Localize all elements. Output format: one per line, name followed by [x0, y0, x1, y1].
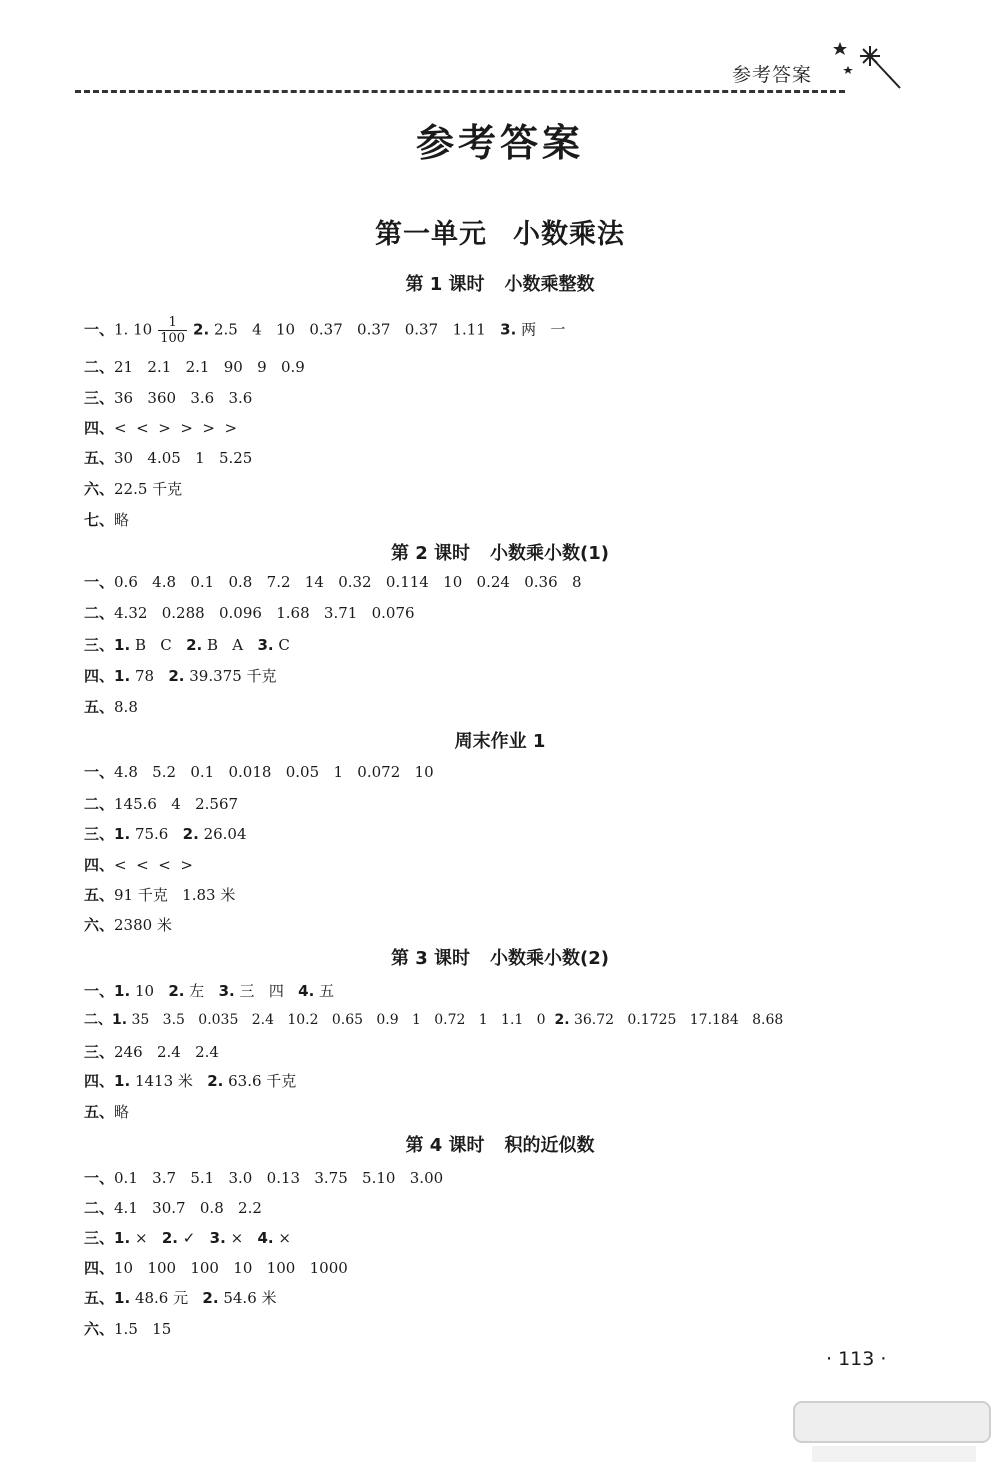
answer-line: 二、21 2.1 2.1 90 9 0.9 [84, 358, 305, 376]
answer-line: 四、< < > > > > [84, 419, 238, 437]
page-title: 参考答案 [415, 121, 584, 165]
answer-line: 五、略 [84, 1103, 130, 1121]
answer-line: 二、145.6 4 2.567 [84, 795, 239, 813]
answer-line: 三、1. B C 2. B A 3. C [84, 636, 290, 654]
answer-line: 六、1.5 15 [84, 1320, 172, 1338]
section-heading: 第 1 课时 小数乘整数 [405, 274, 595, 295]
answer-line: 三、36 360 3.6 3.6 [84, 389, 253, 407]
answer-line: 一、0.1 3.7 5.1 3.0 0.13 3.75 5.10 3.00 [84, 1169, 444, 1187]
section-heading: 周末作业 1 [454, 731, 546, 752]
header-label: 参考答案 [732, 64, 813, 86]
section-heading: 第 2 课时 小数乘小数(1) [390, 543, 610, 564]
answer-line: 三、1. × 2. ✓ 3. × 4. × [84, 1229, 291, 1247]
answer-line: 三、246 2.4 2.4 [84, 1043, 219, 1061]
section-heading: 第 3 课时 小数乘小数(2) [390, 948, 610, 969]
answer-line: 六、22.5 千克 [84, 480, 183, 498]
answer-line: 一、1. 10 2. 左 3. 三 四 4. 五 [84, 982, 335, 1000]
watermark-logo [792, 1400, 992, 1466]
header-divider [75, 90, 845, 93]
answer-line: 六、2380 米 [84, 916, 172, 934]
answer-line: 五、1. 48.6 元 2. 54.6 米 [84, 1289, 277, 1307]
fraction: $\frac{1}{100}$ [160, 315, 186, 346]
section-heading: 第 4 课时 积的近似数 [405, 1135, 595, 1156]
answer-line: 四、10 100 100 10 100 1000 [84, 1259, 348, 1277]
answer-line: 五、91 千克 1.83 米 [84, 886, 236, 904]
answer-line: 四、1. 78 2. 39.375 千克 [84, 667, 277, 685]
answer-line: 二、4.1 30.7 0.8 2.2 [84, 1199, 262, 1217]
answer-line: 四、1. 1413 米 2. 63.6 千克 [84, 1072, 297, 1090]
unit-heading: 第一单元 小数乘法 [375, 219, 625, 250]
answer-line: 五、30 4.05 1 5.25 [84, 449, 253, 467]
answer-line: 一、0.6 4.8 0.1 0.8 7.2 14 0.32 0.114 10 0.24 0.36 8 [84, 573, 582, 591]
page-number: · 113 · [826, 1348, 887, 1370]
answer-line: 五、8.8 [84, 698, 138, 716]
magic-wand-icon [826, 36, 906, 96]
answer-line: 七、略 [84, 511, 130, 529]
answer-line: 一、1. 10 $\frac{1}{100}$ 2. 2.5 4 10 0.37 0.37 0.37 1.11 3. 两 一 [84, 315, 566, 346]
answer-line: 一、4.8 5.2 0.1 0.018 0.05 1 0.072 10 [84, 763, 434, 781]
answer-line: 四、< < < > [84, 856, 193, 874]
answer-line: 三、1. 75.6 2. 26.04 [84, 825, 247, 843]
answer-line: 二、4.32 0.288 0.096 1.68 3.71 0.076 [84, 604, 415, 622]
answer-line: 二、1. 35 3.5 0.035 2.4 10.2 0.65 0.9 1 0.72 1 1.1 0 2. 36.72 0.1725 17.184 8.68 [84, 1012, 784, 1028]
